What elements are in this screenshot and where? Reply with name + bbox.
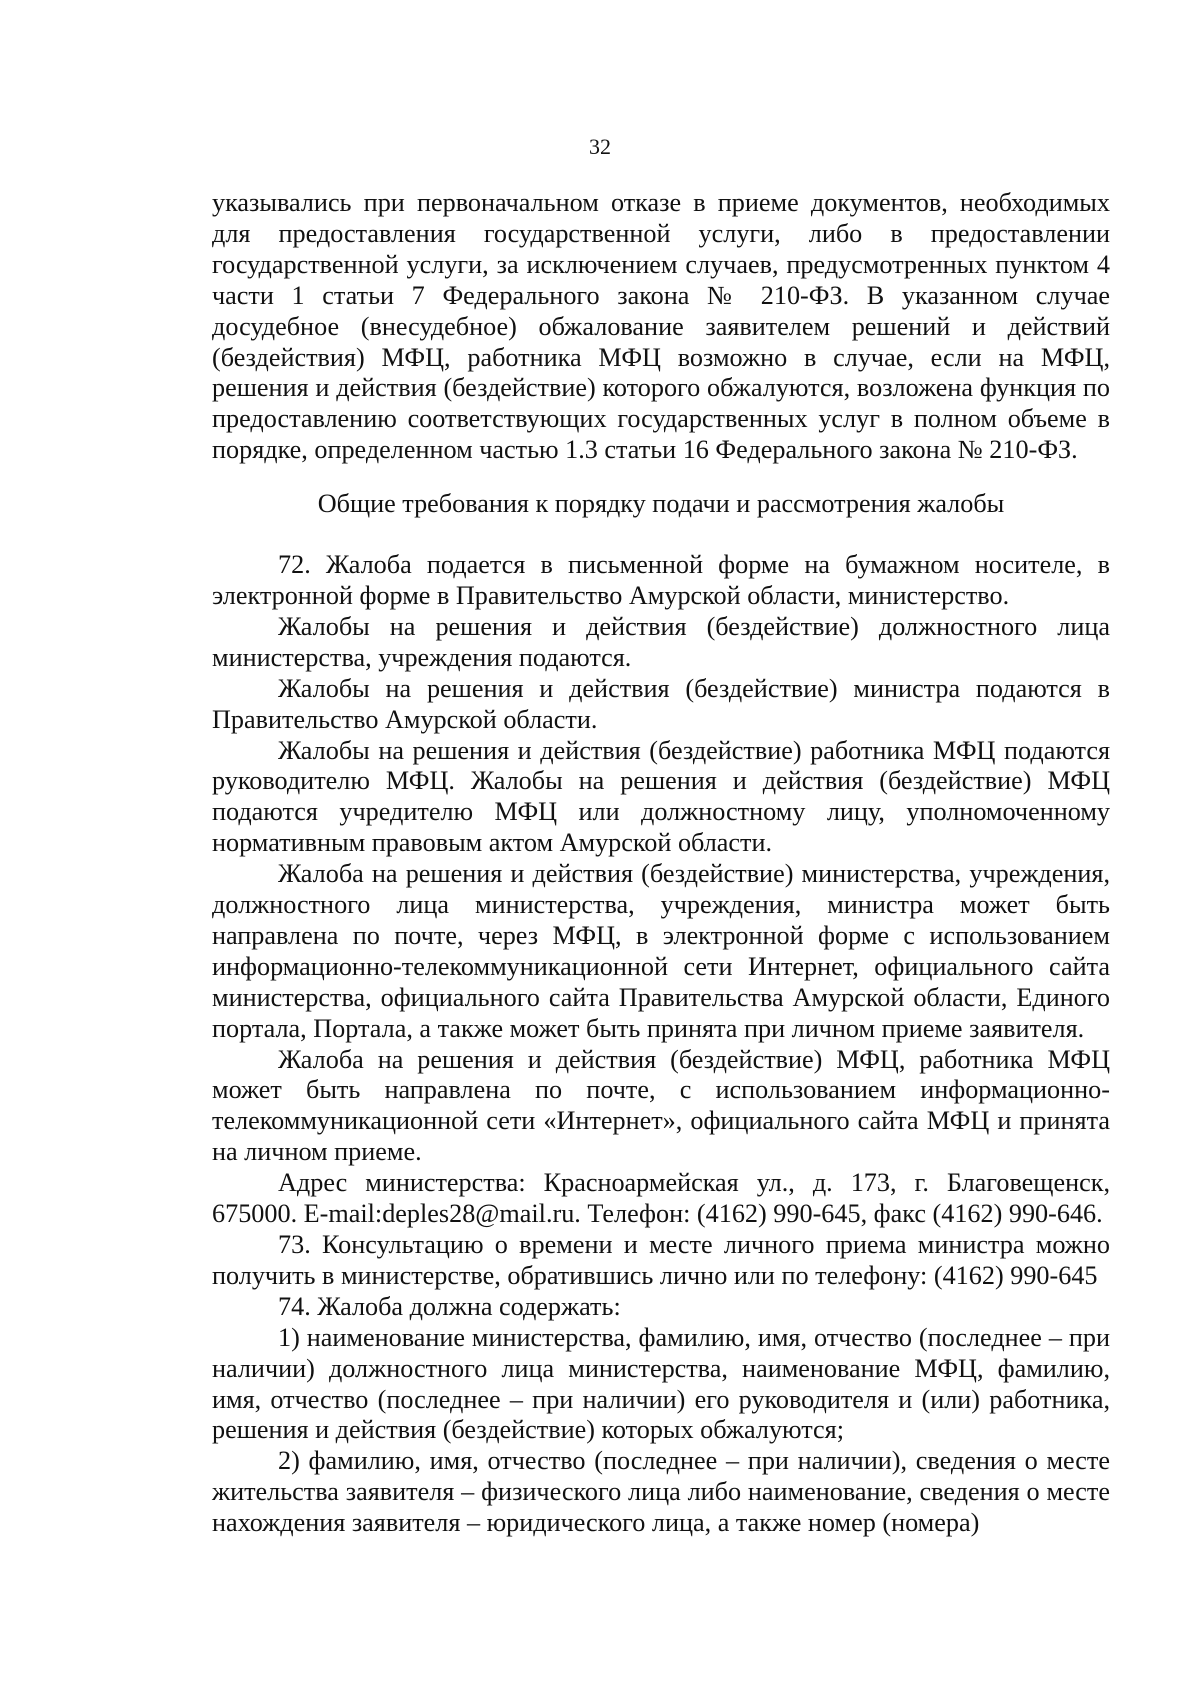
- paragraph-submission-channels: Жалоба на решения и действия (бездействие) министерства, учреждения, должностного лица министерства, учреждения, министра может быть направлена по почте, через МФЦ, в электронной форме с использованием информационно-телекоммуникационной сети Интернет, официального сайта министерства, официального сайта Правительства Амурской области, Единого портала, Портала, а также может быть принята при личном приеме заявителя.: [212, 859, 1110, 1043]
- intro-paragraph: указывались при первоначальном отказе в приеме документов, необходимых для предоставления государственной услуги, либо в предоставлении государственной услуги, за исключением случаев, предусмотренных пунктом 4 части 1 статьи 7 Федерального закона № 210-ФЗ. В указанном случае досудебное (внесудебное) обжалование заявителем решений и действий (бездействия) МФЦ, работника МФЦ возможно в случае, если на МФЦ, решения и действия (бездействие) которого обжалуются, возложена функция по предоставлению соответствующих государственных услуг в полном объеме в порядке, определенном частью 1.3 статьи 16 Федерального закона № 210-ФЗ.: [212, 188, 1110, 465]
- paragraph-ministry-address: Адрес министерства: Красноармейская ул., д. 173, г. Благовещенск, 675000. E-mail:deples28@mail.ru. Телефон: (4162) 990-645, факс (4162) 990-646.: [212, 1168, 1110, 1229]
- section-heading: Общие требования к порядку подачи и рассмотрения жалобы: [317, 489, 1005, 519]
- list-item-2: 2) фамилию, имя, отчество (последнее – при наличии), сведения о месте жительства заявителя – физического лица либо наименование, сведения о месте нахождения заявителя – юридического лица, а также номер (номера): [212, 1446, 1110, 1538]
- paragraph-72: 72. Жалоба подается в письменной форме на бумажном носителе, в электронной форме в Правительство Амурской области, министерство.: [212, 550, 1110, 610]
- paragraph-official-complaints: Жалобы на решения и действия (бездействие) должностного лица министерства, учреждения подаются.: [212, 611, 1110, 672]
- document-body: [212, 188, 1110, 1539]
- page-number: 32: [589, 134, 611, 159]
- paragraph-mfc-submission-channels: Жалоба на решения и действия (бездействие) МФЦ, работника МФЦ может быть направлена по почте, с использованием информационно-телекоммуникационной сети «Интернет», официального сайта МФЦ и принята на личном приеме.: [212, 1044, 1110, 1167]
- paragraph-mfc-complaints: Жалобы на решения и действия (бездействие) работника МФЦ подаются руководителю МФЦ. Жалобы на решения и действия (бездействие) МФЦ подаются учредителю МФЦ или должностному лицу, уполномоченному нормативным правовым актом Амурской области.: [212, 735, 1110, 858]
- paragraph-minister-complaints: Жалобы на решения и действия (бездействие) министра подаются в Правительство Амурской области.: [212, 673, 1110, 734]
- paragraph-74: 74. Жалоба должна содержать:: [278, 1291, 621, 1321]
- list-item-1: 1) наименование министерства, фамилию, имя, отчество (последнее – при наличии) должностного лица министерства, наименование МФЦ, фамилию, имя, отчество (последнее – при наличии) его руководителя и (или) работника, решения и действия (бездействие) которых обжалуются;: [212, 1322, 1110, 1445]
- paragraph-73: 73. Консультацию о времени и месте личного приема министра можно получить в министерстве, обратившись лично или по телефону: (4162) 990-645: [212, 1230, 1110, 1290]
